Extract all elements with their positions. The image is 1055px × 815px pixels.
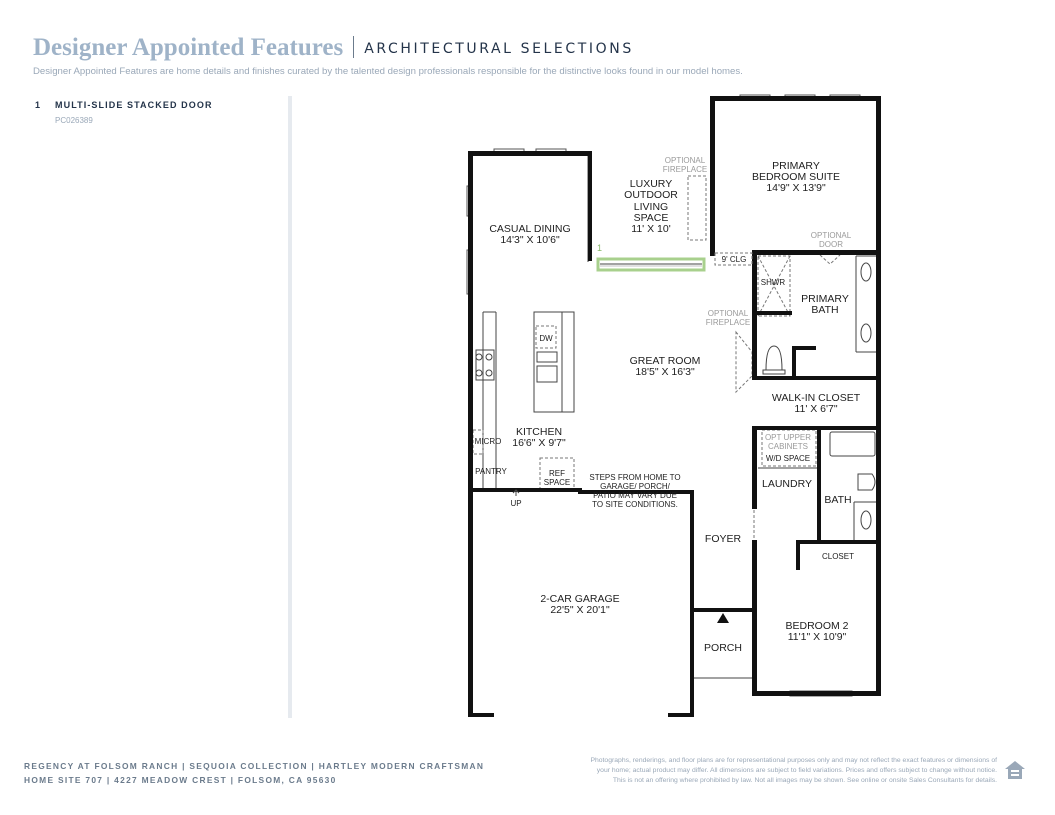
- opt-fireplace-mid-1: OPTIONAL: [707, 309, 749, 318]
- entry-arrow-icon: [717, 613, 729, 623]
- room-casual-dining: CASUAL DINING: [489, 223, 571, 235]
- steps-note-2: GARAGE/ PORCH/: [600, 482, 670, 491]
- feature-code: PC026389: [55, 116, 93, 125]
- ceiling-label: 9' CLG: [721, 255, 747, 264]
- room-garage: 2-CAR GARAGE: [540, 593, 620, 605]
- room-kitchen: KITCHEN: [515, 426, 563, 438]
- disclaimer-line-1: Photographs, renderings, and floor plans are for representational purposes only and may not reflect the exact features or dimensions of: [590, 757, 997, 764]
- room-bath: BATH: [824, 494, 852, 506]
- shower-label: SHWR: [760, 278, 786, 287]
- opt-cabinets-2: CABINETS: [767, 442, 809, 451]
- up-label: UP: [510, 499, 522, 508]
- room-outdoor-line2: OUTDOOR: [624, 189, 678, 201]
- room-casual-dining-dims: 14'3" X 10'6": [500, 234, 560, 246]
- room-outdoor-line3: LIVING: [633, 201, 669, 213]
- footer-address: HOME SITE 707 | 4227 MEADOW CREST | FOLSOM, CA 95630: [24, 775, 337, 785]
- room-foyer: FOYER: [704, 533, 742, 545]
- room-bedroom-2-dims: 11'1" X 10'9": [787, 631, 847, 643]
- room-closet: CLOSET: [821, 552, 855, 561]
- equal-housing-icon: [1003, 758, 1027, 782]
- opt-door-1: OPTIONAL: [810, 231, 852, 240]
- steps-note-3: PATIO MAY VARY DUE: [593, 491, 677, 500]
- pantry-label: PANTRY: [475, 467, 507, 476]
- room-bedroom-2: BEDROOM 2: [785, 620, 849, 632]
- footer-community: REGENCY AT FOLSOM RANCH | SEQUOIA COLLECTION | HARTLEY MODERN CRAFTSMAN: [24, 761, 485, 771]
- room-primary-bath-line1: PRIMARY: [801, 293, 849, 305]
- steps-note-1: STEPS FROM HOME TO: [589, 473, 681, 482]
- opt-door-2: DOOR: [819, 240, 843, 249]
- opt-fireplace-top-1: OPTIONAL: [664, 156, 706, 165]
- room-walk-in-closet-dims: 11' X 6'7": [794, 403, 838, 415]
- room-outdoor-line1: LUXURY: [629, 178, 673, 190]
- room-primary-suite-dims: 14'9" X 13'9": [766, 182, 826, 194]
- micro-label: MICRO: [474, 437, 502, 446]
- page-title: Designer Appointed Features: [33, 34, 344, 61]
- wd-space-label: W/D SPACE: [765, 454, 811, 463]
- opt-cabinets-1: OPT UPPER: [764, 433, 812, 442]
- dw-label: DW: [539, 334, 553, 343]
- room-primary-suite-line1: PRIMARY: [772, 160, 820, 172]
- room-garage-dims: 22'5" X 20'1": [550, 604, 610, 616]
- room-primary-bath-line2: BATH: [811, 304, 839, 316]
- feature-name[interactable]: MULTI-SLIDE STACKED DOOR: [55, 100, 213, 110]
- room-porch: PORCH: [704, 642, 742, 654]
- disclaimer-line-2: your home; actual product may differ. All dimensions are subject to field variations. Prices and offers subject to change without notice.: [596, 767, 997, 774]
- room-outdoor-line4: SPACE: [633, 212, 669, 224]
- room-outdoor-dims: 11' X 10': [631, 223, 671, 235]
- intro-text: Designer Appointed Features are home details and finishes curated by the talented design professionals responsible for the distinctive looks found in our model homes.: [33, 66, 743, 77]
- room-walk-in-closet: WALK-IN CLOSET: [771, 392, 861, 404]
- opt-fireplace-mid-2: FIREPLACE: [705, 318, 751, 327]
- disclaimer-line-3: This is not an offering where prohibited by law. Not all images may be shown. See online or onsite Sales Consultants for details.: [612, 777, 997, 784]
- room-kitchen-dims: 16'6" X 9'7": [512, 437, 566, 449]
- steps-note-4: TO SITE CONDITIONS.: [592, 500, 678, 509]
- room-great-room: GREAT ROOM: [629, 355, 701, 367]
- feature-number: 1: [35, 100, 41, 110]
- room-great-room-dims: 18'5" X 16'3": [635, 366, 695, 378]
- ref-label-1: REF: [549, 469, 565, 478]
- opt-fireplace-top-2: FIREPLACE: [662, 165, 708, 174]
- ref-label-2: SPACE: [543, 478, 571, 487]
- room-laundry: LAUNDRY: [762, 478, 812, 490]
- footer-disclaimer: [517, 756, 997, 786]
- page-subtitle: ARCHITECTURAL SELECTIONS: [364, 41, 634, 57]
- room-primary-suite-line2: BEDROOM SUITE: [751, 171, 841, 183]
- door-callout-number: 1: [597, 243, 603, 253]
